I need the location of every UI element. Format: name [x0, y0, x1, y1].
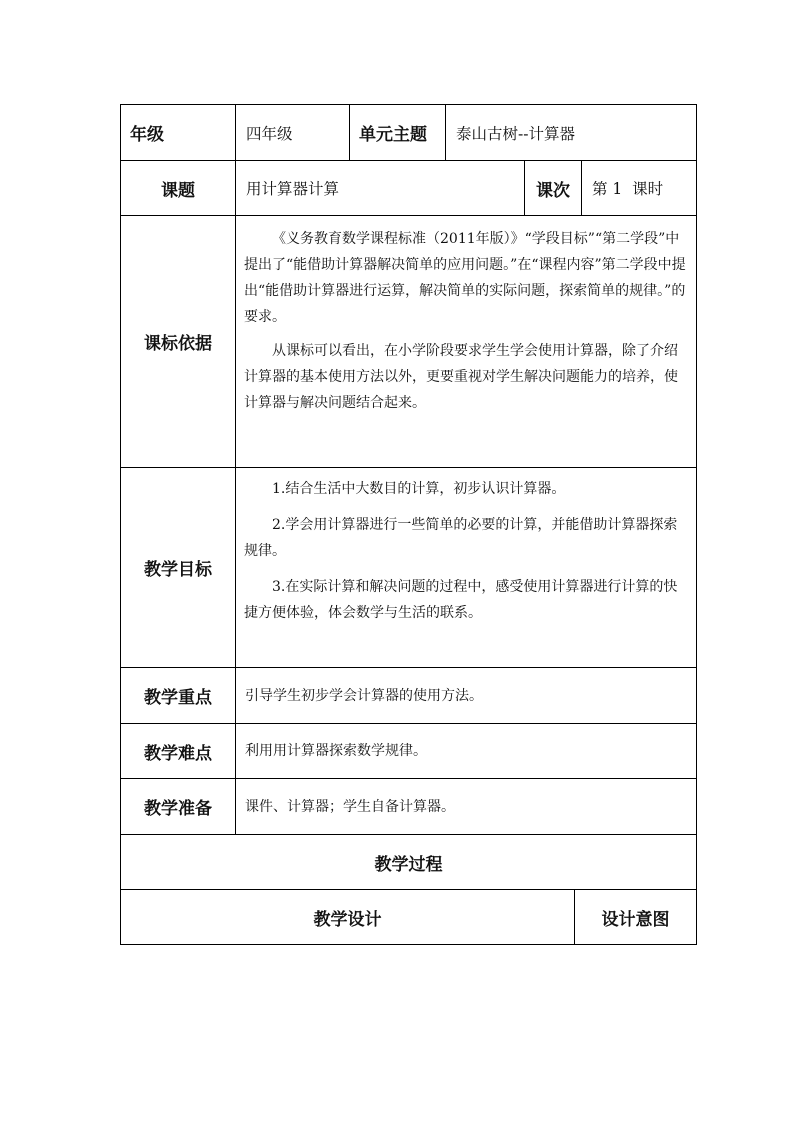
topic-label: 课题 [121, 161, 236, 215]
preparation-label: 教学准备 [121, 779, 236, 834]
objective-item: 3.在实际计算和解决问题的过程中，感受使用计算器进行计算的快捷方便体验，体会数学与生活的联系。 [244, 579, 678, 621]
row-process [120, 834, 697, 889]
row-key-points [120, 667, 697, 723]
topic-value: 用计算器计算 [236, 161, 525, 215]
row-grade-unit [120, 104, 697, 160]
session-value: 第 1 课时 [592, 180, 664, 198]
unit-label: 单元主题 [350, 105, 446, 160]
preparation-value: 课件、计算器；学生自备计算器。 [245, 798, 455, 815]
grade-label: 年级 [121, 105, 236, 160]
standards-paragraph: 从课标可以看出，在小学阶段要求学生学会使用计算器，除了介绍计算器的基本使用方法以外，更要重视对学生解决问题能力的培养，使计算器与解决问题结合起来。 [244, 343, 678, 411]
row-difficulties [120, 723, 697, 778]
objective-item: 1.结合生活中大数目的计算，初步认识计算器。 [272, 481, 566, 497]
row-design [120, 889, 697, 945]
difficulties-label: 教学难点 [121, 724, 236, 778]
objective-item: 2.学会用计算器进行一些简单的必要的计算，并能借助计算器探索规律。 [244, 517, 678, 559]
row-objectives [120, 467, 697, 667]
objectives-content [236, 468, 696, 667]
key-points-label: 教学重点 [121, 668, 236, 723]
row-preparation [120, 778, 697, 834]
lesson-plan-table [120, 104, 697, 945]
row-topic-session [120, 160, 697, 215]
intent-heading: 设计意图 [601, 909, 670, 930]
standards-label: 课标依据 [121, 216, 236, 467]
grade-value: 四年级 [236, 105, 350, 160]
session-label: 课次 [525, 161, 582, 215]
difficulties-value: 利用用计算器探索数学规律。 [245, 743, 427, 759]
key-points-value: 引导学生初步学会计算器的使用方法。 [245, 687, 483, 704]
unit-value: 泰山古树--计算器 [456, 124, 575, 143]
process-heading: 教学过程 [374, 854, 443, 875]
row-standards [120, 215, 697, 467]
objectives-label: 教学目标 [121, 468, 236, 667]
standards-content [236, 216, 696, 467]
design-heading: 教学设计 [121, 890, 575, 944]
standards-paragraph: 《义务教育数学课程标准（2011年版）》“学段目标”“第二学段”中提出了“能借助计算器解决简单的应用问题。”在“课程内容”第二学段中提出“能借助计算器进行运算，解决简单的实际问题，探索简单的规律。”的要求。 [244, 231, 686, 325]
